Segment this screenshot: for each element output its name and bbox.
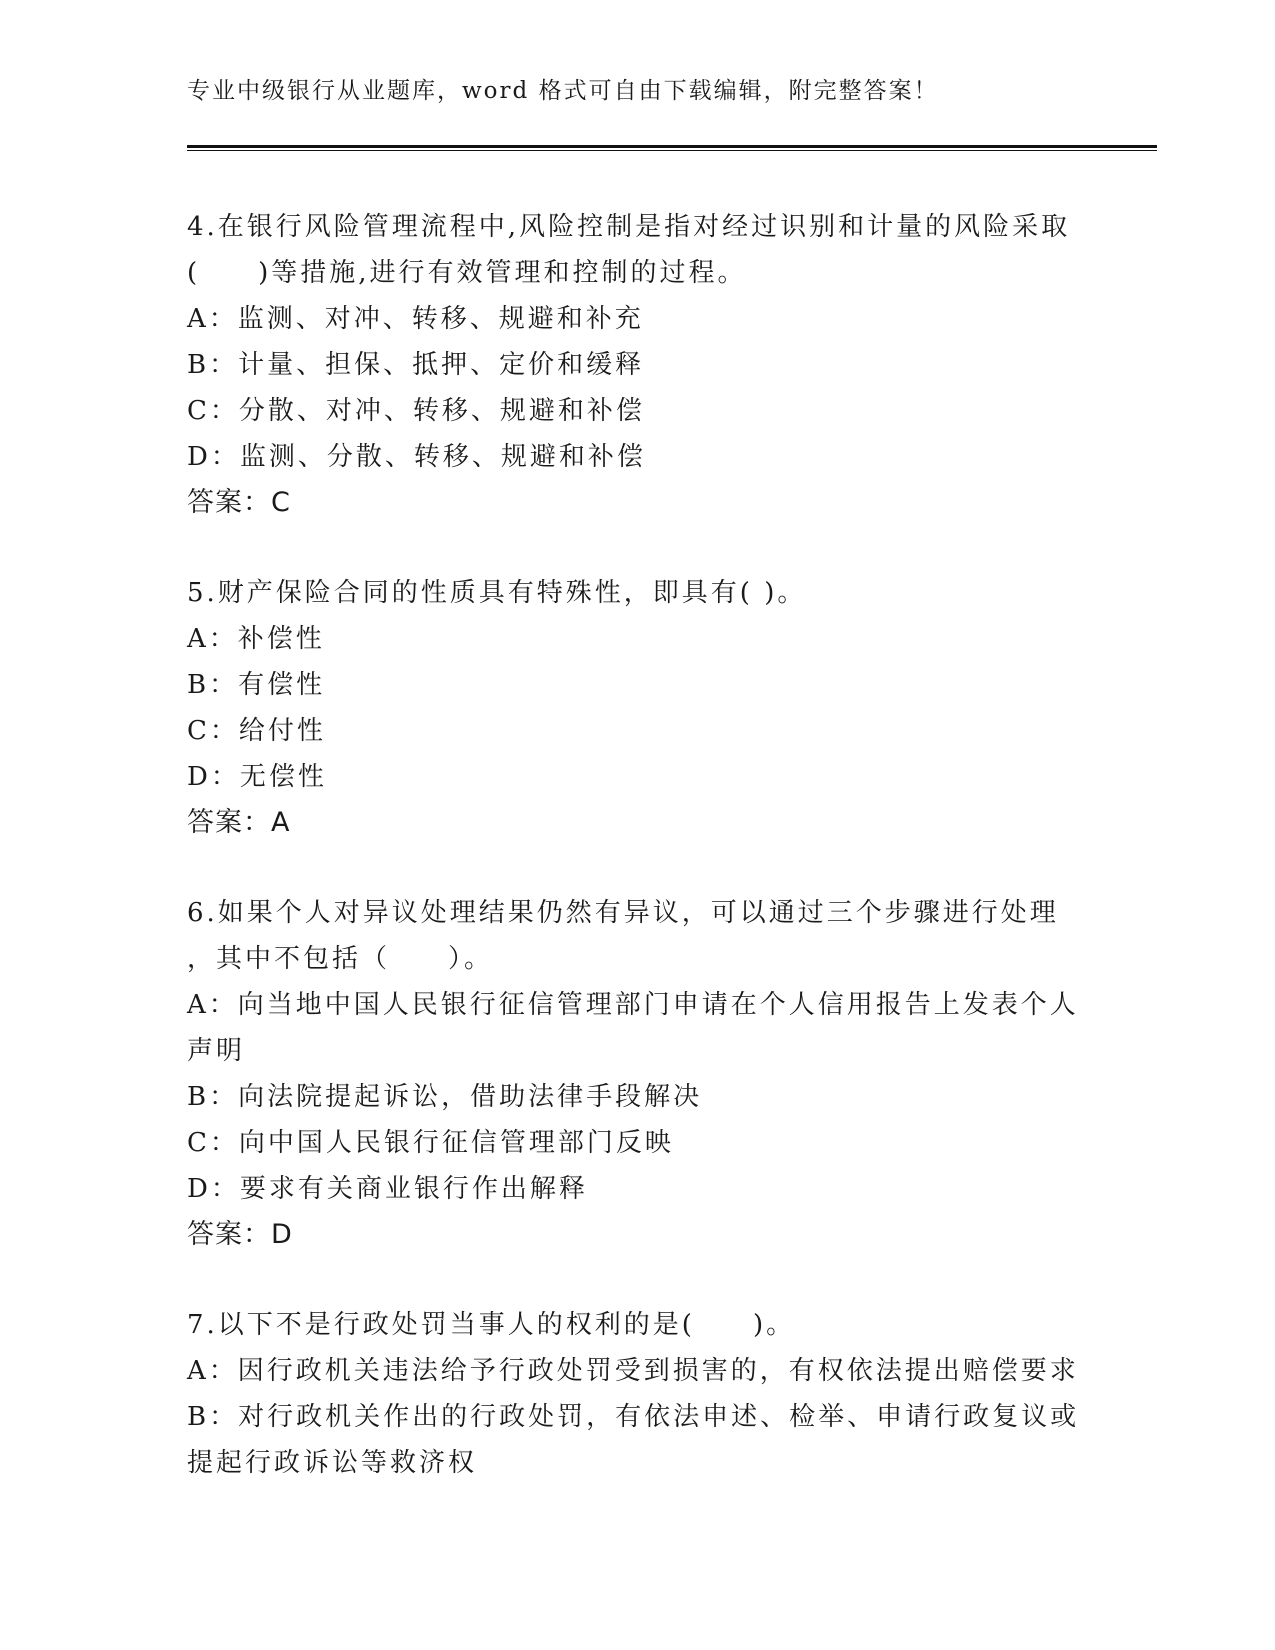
question-7 [187,1302,1087,1486]
option-b-continued: 提起行政诉讼等救济权 [187,1448,478,1478]
answer: 答案：A [187,807,291,838]
header-divider [187,145,1157,151]
option-c: C：给付性 [187,716,326,746]
option-a: A：补偿性 [187,624,325,654]
answer: 答案：C [187,487,291,518]
page-header: 专业中级银行从业题库，word 格式可自由下载编辑，附完整答案！ [187,78,939,104]
option-d: D：无偿性 [187,762,327,792]
option-a: A：因行政机关违法给予行政处罚受到损害的，有权依法提出赔偿要求 [187,1356,1079,1386]
question-5 [187,570,1087,846]
question-6 [187,890,1087,1258]
option-d: D：要求有关商业银行作出解释 [187,1174,588,1204]
question-stem: 7.以下不是行政处罚当事人的权利的是( )。 [187,1310,796,1340]
option-c: C：向中国人民银行征信管理部门反映 [187,1128,674,1158]
option-a: A：向当地中国人民银行征信管理部门申请在个人信用报告上发表个人 [187,990,1079,1020]
question-4 [187,204,1087,526]
question-stem: 6.如果个人对异议处理结果仍然有异议，可以通过三个步骤进行处理 [187,898,1059,928]
option-d: D：监测、分散、转移、规避和补偿 [187,442,646,472]
option-c: C：分散、对冲、转移、规避和补偿 [187,396,645,426]
question-stem: ( )等措施,进行有效管理和控制的过程。 [187,258,747,288]
option-b: B：向法院提起诉讼，借助法律手段解决 [187,1082,703,1112]
question-list [187,204,1087,1530]
option-b: B：计量、担保、抵押、定价和缓释 [187,350,645,380]
option-b: B：有偿性 [187,670,326,700]
question-stem: 4.在银行风险管理流程中,风险控制是指对经过识别和计量的风险采取 [187,212,1071,242]
option-a-continued: 声明 [187,1036,246,1066]
option-b: B：对行政机关作出的行政处罚，有依法申述、检举、申请行政复议或 [187,1402,1080,1432]
answer: 答案：D [187,1219,293,1250]
question-stem: ，其中不包括（ ）。 [187,944,494,974]
question-stem: 5.财产保险合同的性质具有特殊性，即具有( )。 [187,578,807,608]
option-a: A：监测、对冲、转移、规避和补充 [187,304,644,334]
